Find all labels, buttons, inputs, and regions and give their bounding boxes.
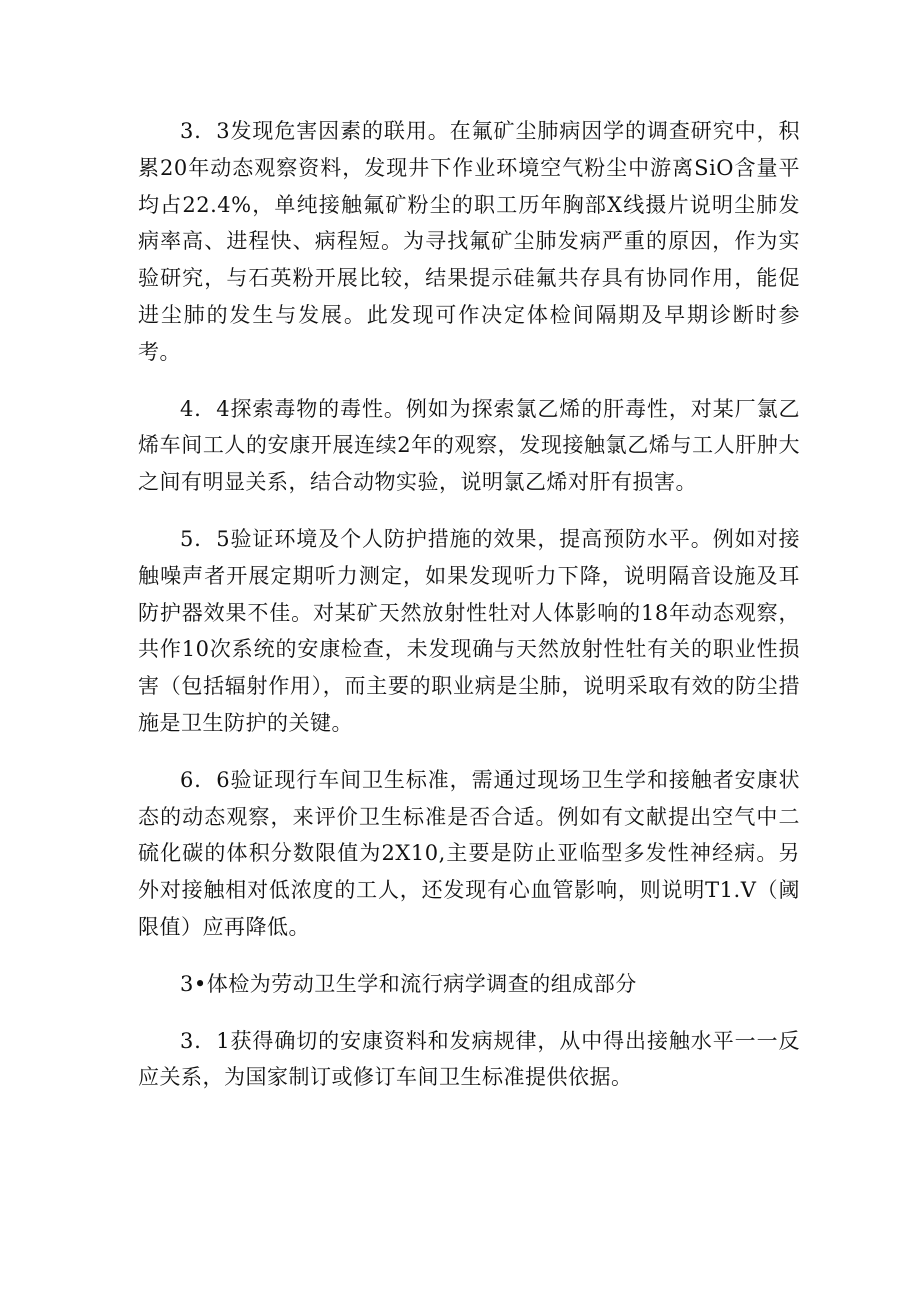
paragraph-3-1: 3．1获得确切的安康资料和发病规律，从中得出接触水平一一反应关系，为国家制订或修订车间卫生标准提供依据。 xyxy=(138,1028,800,1090)
paragraph-4-4: 4．4探索毒物的毒性。例如为探索氯乙烯的肝毒性，对某厂氯乙烯车间工人的安康开展连续2年的观察，发现接触氯乙烯与工人肝肿大之间有明显关系，结合动物实验，说明氯乙烯对肝有损害。 xyxy=(138,396,800,495)
paragraph-5-5: 5．5验证环境及个人防护措施的效果，提高预防水平。例如对接触噪声者开展定期听力测定，如果发现听力下降，说明隔音设施及耳防护器效果不佳。对某矿天然放射性牡对人体影响的18年动态观察，共作10次系统的安康检查，未发现确与天然放射性牡有关的职业性损害（包括辐射作用），而主要的职业病是尘肺，说明采取有效的防尘措施是卫生防护的关键。 xyxy=(138,526,800,735)
section-heading-3: 3•体检为劳动卫生学和流行病学调查的组成部分 xyxy=(180,971,637,996)
paragraph-3-3: 3．3发现危害因素的联用。在氟矿尘肺病因学的调查研究中，积累20年动态观察资料，发现井下作业环境空气粉尘中游离SiO含量平均占22.4%，单纯接触氟矿粉尘的职工历年胸部X线摄片说明尘肺发病率高、进程快、病程短。为寻找氟矿尘肺发病严重的原因，作为实验研究，与石英粉开展比较，结果提示硅氟共存具有协同作用，能促进尘肺的发生与发展。此发现可作决定体检间隔期及早期诊断时参考。 xyxy=(138,119,800,364)
paragraph-6-6: 6．6验证现行车间卫生标准，需通过现场卫生学和接触者安康状态的动态观察，来评价卫生标准是否合适。例如有文献提出空气中二硫化碳的体积分数限值为2X10,主要是防止亚临型多发性神经病。另外对接触相对低浓度的工人，还发现有心血管影响，则说明T1.V（阈限值）应再降低。 xyxy=(138,767,800,939)
